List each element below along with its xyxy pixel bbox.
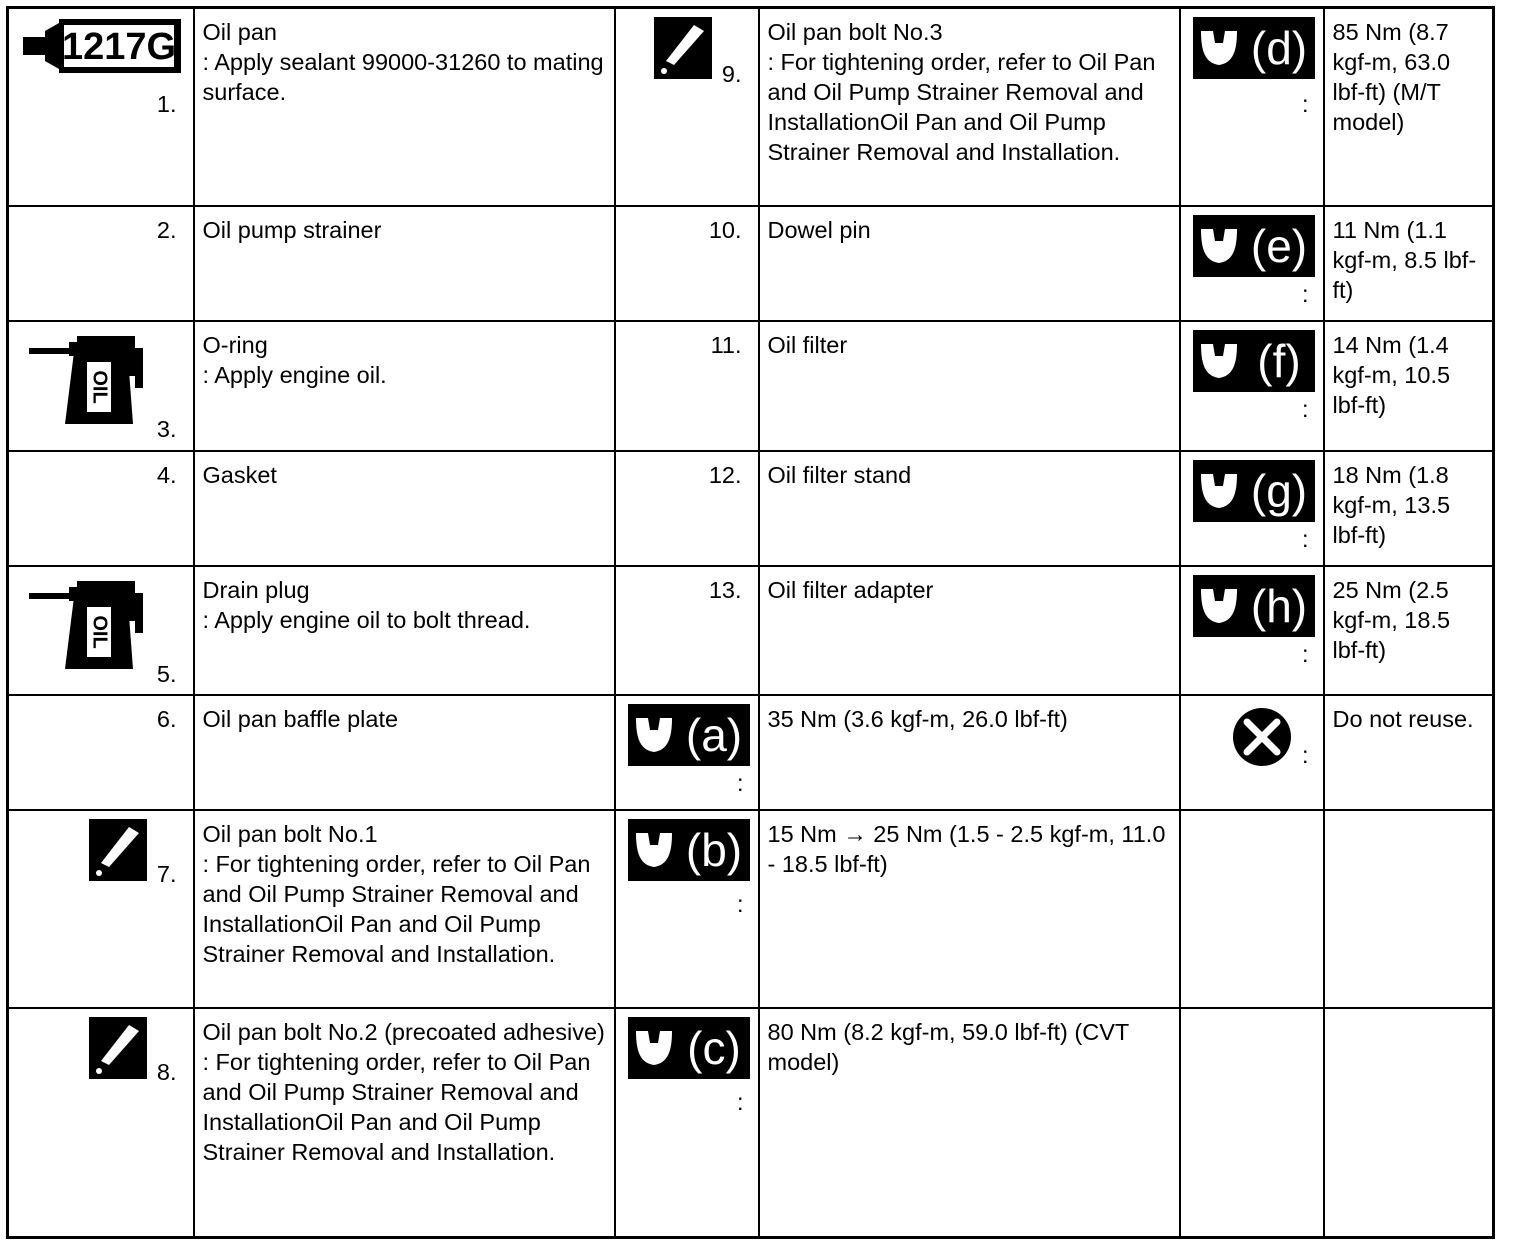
torque-wrench-icon bbox=[1193, 215, 1315, 277]
item-number: 7. bbox=[156, 860, 177, 887]
torque-a-value bbox=[759, 695, 1180, 810]
item-number: 3. bbox=[156, 415, 177, 442]
item-3-description bbox=[194, 321, 615, 451]
legend-row bbox=[8, 695, 1494, 810]
item-name: Oil pan baffle plate bbox=[202, 705, 399, 732]
torque-f-mark bbox=[1180, 321, 1324, 451]
torque-c-value bbox=[759, 1008, 1180, 1238]
item-number: 11. bbox=[710, 331, 742, 358]
item-name: Oil pump strainer bbox=[202, 216, 382, 243]
item-3-mark bbox=[8, 321, 194, 451]
item-name: Oil filter adapter bbox=[767, 576, 934, 603]
item-number: 6. bbox=[156, 705, 177, 732]
item-13-description bbox=[759, 566, 1180, 695]
item-9-mark bbox=[615, 8, 759, 206]
torque-e-value bbox=[1324, 206, 1494, 321]
oil-can-label: OIL bbox=[88, 369, 111, 404]
item-number: 10. bbox=[708, 216, 742, 243]
torque-letter: (g) bbox=[1250, 464, 1307, 517]
item-note: : Apply engine oil. bbox=[202, 361, 387, 388]
item-name: Drain plug bbox=[202, 576, 310, 603]
legend-row bbox=[8, 451, 1494, 566]
legend-row bbox=[8, 810, 1494, 1008]
do-not-reuse-text bbox=[1324, 695, 1494, 810]
torque-h-value bbox=[1324, 566, 1494, 695]
torque-value: 18 Nm (1.8 kgf-m, 13.5 lbf-ft) bbox=[1332, 461, 1451, 548]
item-1-description bbox=[194, 8, 615, 206]
torque-wrench-icon bbox=[628, 819, 750, 881]
item-9-description bbox=[759, 8, 1180, 206]
oil-can-icon bbox=[29, 334, 151, 428]
torque-value: 15 Nm → 25 Nm (1.5 - 2.5 kgf-m, 11.0 - 18.5 lbf-ft) bbox=[767, 820, 1166, 877]
item-number: 4. bbox=[156, 461, 177, 488]
sealant-code-label: 1217G bbox=[61, 26, 177, 68]
item-11-description bbox=[759, 321, 1180, 451]
empty-cell bbox=[1180, 810, 1324, 1008]
torque-e-mark bbox=[1180, 206, 1324, 321]
item-name: Oil pan bolt No.1 bbox=[202, 820, 378, 847]
item-10-mark bbox=[615, 206, 759, 321]
colon: : bbox=[1301, 741, 1309, 768]
item-name: Oil filter stand bbox=[767, 461, 912, 488]
item-number: 12. bbox=[708, 461, 742, 488]
item-4-description bbox=[194, 451, 615, 566]
torque-letter: (h) bbox=[1250, 579, 1307, 632]
item-note: : For tightening order, refer to Oil Pan and Oil Pump Strainer Removal and InstallationOil Pan and Oil Pump Strainer Removal and Installation. bbox=[202, 850, 591, 967]
item-13-mark bbox=[615, 566, 759, 695]
legend-row bbox=[8, 206, 1494, 321]
torque-value: 35 Nm (3.6 kgf-m, 26.0 lbf-ft) bbox=[767, 705, 1068, 732]
oil-can-icon bbox=[29, 579, 151, 673]
item-name: Gasket bbox=[202, 461, 277, 488]
torque-wrench-icon bbox=[1193, 17, 1315, 79]
torque-a-mark bbox=[615, 695, 759, 810]
item-number: 1. bbox=[156, 91, 177, 117]
empty-cell bbox=[1324, 810, 1494, 1008]
torque-letter: (c) bbox=[686, 1021, 741, 1074]
item-note: : For tightening order, refer to Oil Pan and Oil Pump Strainer Removal and InstallationOil Pan and Oil Pump Strainer Removal and Installation. bbox=[767, 49, 1156, 165]
item-12-mark bbox=[615, 451, 759, 566]
colon: : bbox=[1301, 395, 1309, 422]
torque-wrench-icon bbox=[1193, 330, 1315, 392]
tightening-order-icon bbox=[89, 1017, 147, 1079]
torque-d-mark bbox=[1180, 8, 1324, 206]
item-5-mark bbox=[8, 566, 194, 695]
torque-value: 14 Nm (1.4 kgf-m, 10.5 lbf-ft) bbox=[1332, 331, 1451, 418]
torque-g-value bbox=[1324, 451, 1494, 566]
item-note: : Apply engine oil to bolt thread. bbox=[202, 606, 531, 633]
torque-h-mark bbox=[1180, 566, 1324, 695]
legend-row bbox=[8, 8, 1494, 206]
item-name: Oil pan bolt No.3 bbox=[767, 19, 943, 45]
item-name: Dowel pin bbox=[767, 216, 871, 243]
item-4-mark bbox=[8, 451, 194, 566]
torque-wrench-icon bbox=[628, 704, 750, 766]
colon: : bbox=[1301, 640, 1309, 667]
item-number: 8. bbox=[156, 1058, 177, 1085]
torque-wrench-icon bbox=[628, 1017, 750, 1079]
torque-value: 11 Nm (1.1 kgf-m, 8.5 lbf-ft) bbox=[1332, 216, 1477, 303]
colon: : bbox=[736, 769, 744, 796]
item-number: 2. bbox=[156, 216, 177, 243]
item-number: 13. bbox=[708, 576, 742, 603]
item-note: : Apply sealant 99000-31260 to mating surface. bbox=[202, 49, 604, 105]
item-8-mark bbox=[8, 1008, 194, 1238]
colon: : bbox=[1301, 280, 1309, 307]
item-6-description bbox=[194, 695, 615, 810]
legend-row bbox=[8, 566, 1494, 695]
colon: : bbox=[1301, 91, 1309, 117]
legend-row bbox=[8, 1008, 1494, 1238]
torque-wrench-icon bbox=[1193, 460, 1315, 522]
item-name: Oil filter bbox=[767, 331, 848, 358]
item-6-mark bbox=[8, 695, 194, 810]
empty-cell bbox=[1324, 1008, 1494, 1238]
colon: : bbox=[736, 890, 744, 917]
item-name: Oil pan bolt No.2 (precoated adhesive) bbox=[202, 1018, 605, 1045]
item-2-description bbox=[194, 206, 615, 321]
item-7-mark bbox=[8, 810, 194, 1008]
item-number: 5. bbox=[156, 660, 177, 687]
item-1-mark bbox=[8, 8, 194, 206]
item-12-description bbox=[759, 451, 1180, 566]
item-10-description bbox=[759, 206, 1180, 321]
item-number: 9. bbox=[721, 61, 742, 87]
tightening-order-icon bbox=[89, 819, 147, 881]
item-5-description bbox=[194, 566, 615, 695]
torque-g-mark bbox=[1180, 451, 1324, 566]
torque-d-value bbox=[1324, 8, 1494, 206]
parts-legend-table bbox=[6, 6, 1495, 1239]
empty-cell bbox=[1180, 1008, 1324, 1238]
tightening-order-icon bbox=[654, 17, 712, 79]
torque-b-value bbox=[759, 810, 1180, 1008]
torque-letter: (f) bbox=[1256, 334, 1301, 387]
torque-value: 85 Nm (8.7 kgf-m, 63.0 lbf-ft) (M/T model) bbox=[1332, 19, 1451, 135]
torque-value: 80 Nm (8.2 kgf-m, 59.0 lbf-ft) (CVT model) bbox=[767, 1018, 1129, 1075]
item-name: Oil pan bbox=[202, 19, 277, 45]
torque-letter: (d) bbox=[1250, 22, 1307, 74]
item-name: O-ring bbox=[202, 331, 268, 358]
sealant-tube-icon bbox=[23, 17, 183, 75]
item-2-mark bbox=[8, 206, 194, 321]
torque-wrench-icon bbox=[1193, 575, 1315, 637]
item-8-description bbox=[194, 1008, 615, 1238]
colon: : bbox=[1301, 525, 1309, 552]
item-note: : For tightening order, refer to Oil Pan and Oil Pump Strainer Removal and InstallationOil Pan and Oil Pump Strainer Removal and Installation. bbox=[202, 1048, 591, 1165]
do-not-reuse-label: Do not reuse. bbox=[1332, 705, 1474, 732]
torque-letter: (e) bbox=[1250, 219, 1307, 272]
oil-can-label: OIL bbox=[88, 614, 111, 649]
item-7-description bbox=[194, 810, 615, 1008]
torque-f-value bbox=[1324, 321, 1494, 451]
do-not-reuse-mark bbox=[1180, 695, 1324, 810]
torque-c-mark bbox=[615, 1008, 759, 1238]
colon: : bbox=[736, 1088, 744, 1115]
torque-value: 25 Nm (2.5 kgf-m, 18.5 lbf-ft) bbox=[1332, 576, 1451, 663]
legend-row bbox=[8, 321, 1494, 451]
item-11-mark bbox=[615, 321, 759, 451]
torque-letter: (a) bbox=[685, 708, 742, 761]
do-not-reuse-icon bbox=[1231, 706, 1293, 768]
torque-b-mark bbox=[615, 810, 759, 1008]
torque-letter: (b) bbox=[685, 823, 742, 876]
